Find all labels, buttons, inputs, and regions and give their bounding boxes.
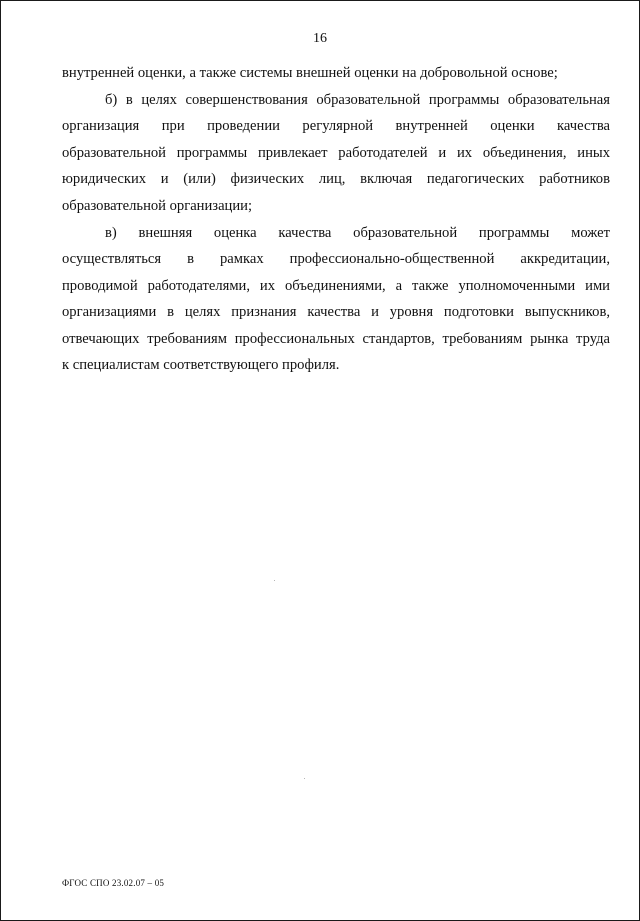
document-footer: ФГОС СПО 23.02.07 – 05 (62, 878, 165, 888)
paragraph-intro (62, 60, 610, 86)
text-line: юридических и (или) физических лиц, включая педагогических работников (62, 171, 610, 188)
text-line: организациями в целях признания качества и уровня подготовки выпускников, (62, 304, 610, 321)
scan-speck (304, 778, 305, 779)
page-number: 16 (313, 31, 327, 46)
text-line: образовательной программы привлекает работодателей и их объединения, иных (62, 144, 610, 161)
text-line: в) внешняя оценка качества образовательной программы может (105, 225, 610, 241)
text-line: образовательной организации; (62, 197, 253, 214)
paragraph-b (62, 87, 610, 219)
text-line: к специалистам соответствующего профиля. (62, 357, 340, 374)
paragraph-v (62, 220, 610, 378)
text-line: проводимой работодателями, их объединениями, а также уполномоченными ими (62, 277, 610, 294)
scan-speck (274, 580, 275, 581)
text-line: отвечающих требованиям профессиональных стандартов, требованиям рынка труда (62, 330, 610, 347)
text-line: осуществляться в рамках профессионально-общественной аккредитации, (62, 251, 610, 268)
text-line: организация при проведении регулярной внутренней оценки качества (62, 118, 610, 135)
text-line: б) в целях совершенствования образовательной программы образовательная (105, 92, 610, 108)
text-line: внутренней оценки, а также системы внешней оценки на добровольной основе; (62, 65, 558, 81)
